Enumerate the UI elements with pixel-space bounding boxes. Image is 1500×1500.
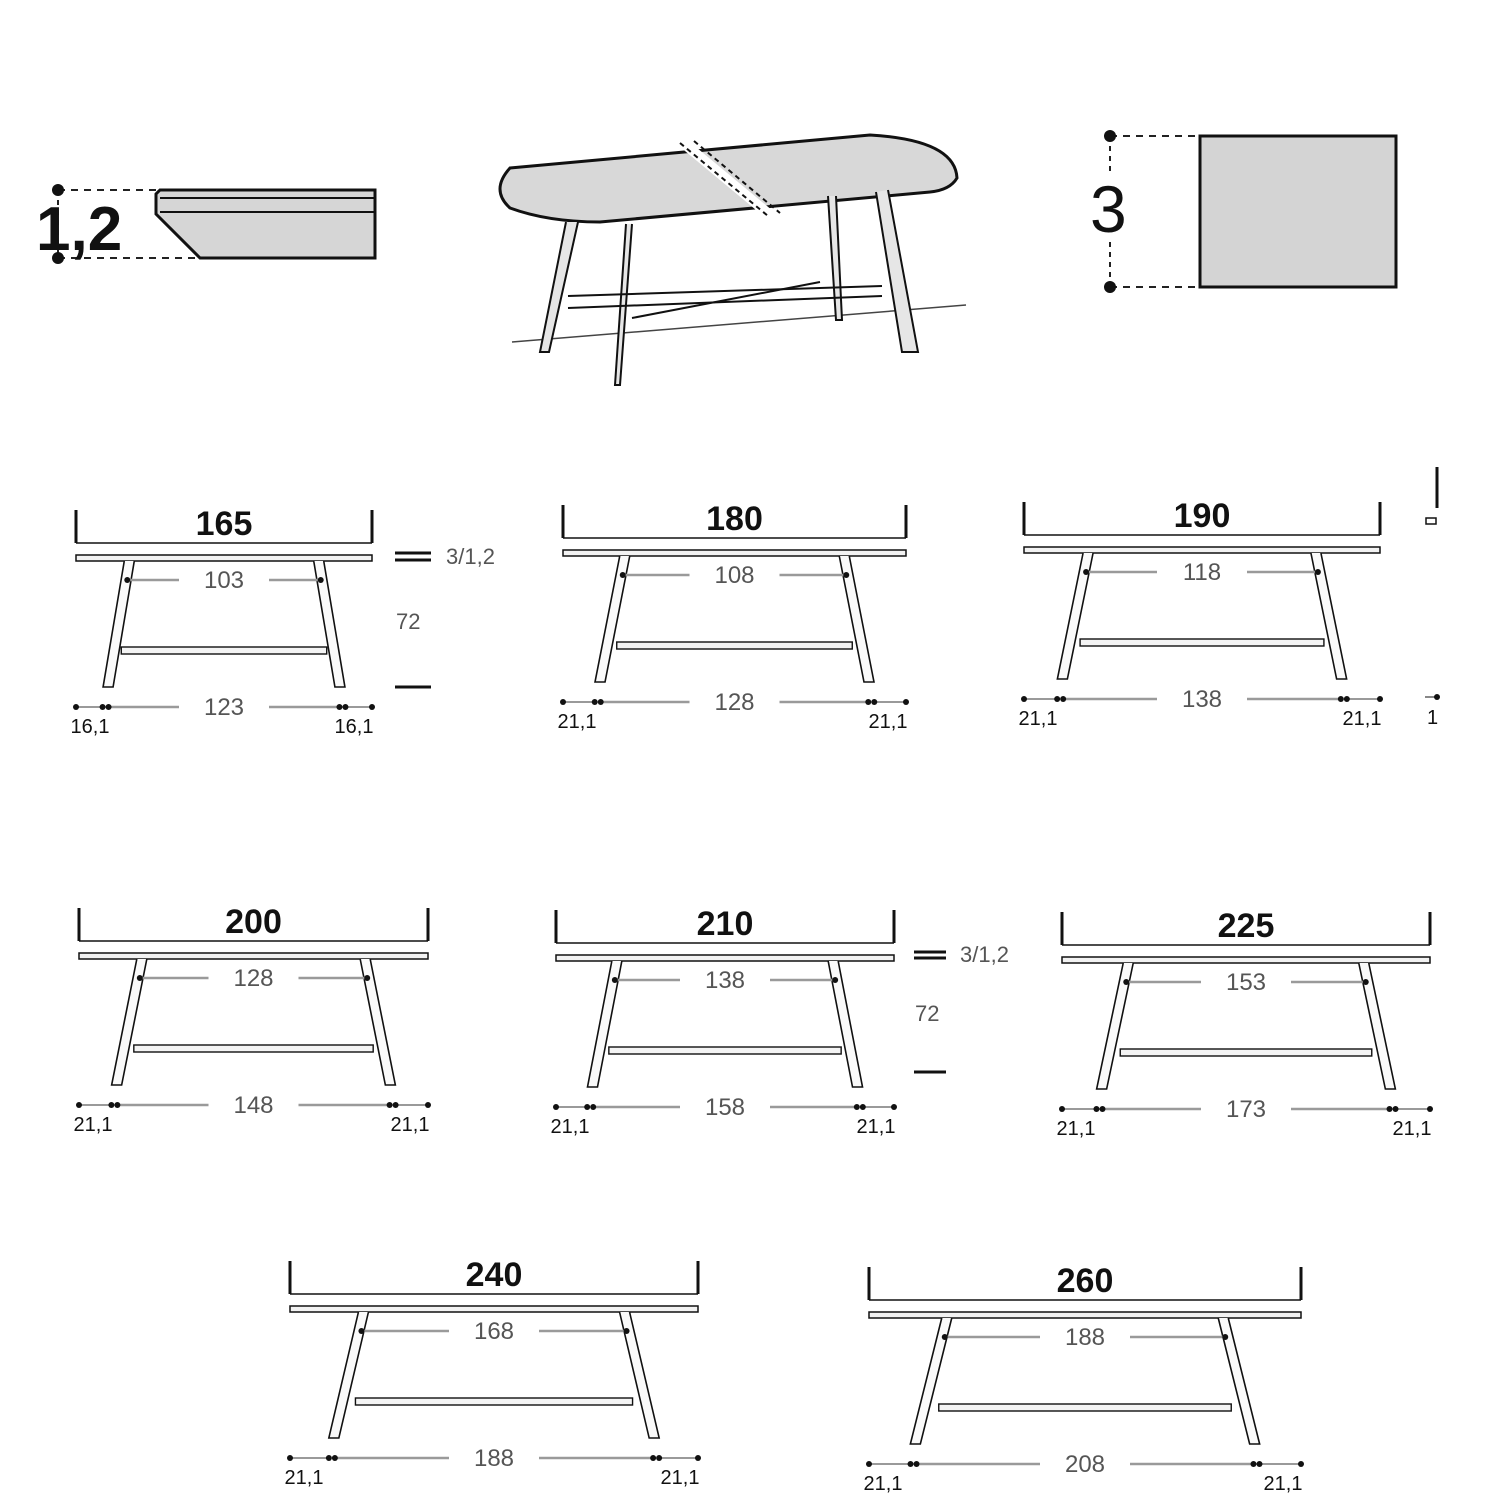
table-crossbar <box>355 1398 632 1405</box>
side-labels-row1 <box>395 544 495 687</box>
table-front-view <box>285 1256 701 1489</box>
foot-left-label: 21,1 <box>863 1473 903 1495</box>
dim-dot <box>592 699 598 705</box>
table-front-view <box>71 505 375 738</box>
dim-dot <box>393 1102 399 1108</box>
dim-dot <box>656 1455 662 1461</box>
table-front-view <box>864 1262 1304 1495</box>
top-thickness-label: 3/1,2 <box>446 544 495 569</box>
table-top <box>556 955 894 961</box>
foot-right-label: 21,1 <box>856 1116 896 1138</box>
inner-width-label: 108 <box>714 562 755 589</box>
foot-right-label: 21,1 <box>660 1467 700 1489</box>
dim-dot <box>369 704 375 710</box>
dim-dot <box>553 1104 559 1110</box>
foot-left-label: 16,1 <box>70 716 110 738</box>
table-crossbar <box>939 1404 1231 1411</box>
base-width-label: 128 <box>714 689 755 716</box>
table-crossbar <box>617 642 853 649</box>
dim-dot <box>336 704 342 710</box>
foot-right-label: 16,1 <box>334 716 374 738</box>
dim-dot <box>1021 696 1027 702</box>
table-crossbar <box>1080 639 1324 646</box>
dim-dot <box>114 1102 120 1108</box>
inner-dim-dot <box>318 577 324 583</box>
table-width-label: 225 <box>1217 907 1275 945</box>
dim-dot <box>108 1102 114 1108</box>
foot-right-label: 21,1 <box>390 1114 430 1136</box>
inner-width-label: 188 <box>1064 1324 1106 1351</box>
table-top <box>563 550 906 556</box>
table-crossbar <box>134 1045 373 1052</box>
dim-dot <box>871 699 877 705</box>
dim-dot <box>332 1455 338 1461</box>
inner-dim-dot <box>364 975 370 981</box>
foot-right-label: 21,1 <box>1392 1118 1432 1140</box>
dim-dot <box>1427 1106 1433 1112</box>
inner-dim-dot <box>124 577 130 583</box>
table-front-views <box>71 497 1433 1495</box>
dim-dot <box>76 1102 82 1108</box>
inner-dim-dot <box>1123 979 1129 985</box>
dim-dot <box>598 699 604 705</box>
inner-dim-dot <box>612 977 618 983</box>
foot-left-label: 21,1 <box>1056 1118 1096 1140</box>
dim-dot <box>584 1104 590 1110</box>
base-width-label: 138 <box>1181 686 1223 713</box>
foot-right-label: 21,1 <box>868 711 908 733</box>
inner-width-label: 153 <box>1225 969 1267 996</box>
table-crossbar <box>1120 1049 1372 1056</box>
dim-dot <box>1093 1106 1099 1112</box>
dim-dot <box>903 699 909 705</box>
table-front-view <box>74 903 431 1136</box>
base-width-label: 173 <box>1225 1096 1267 1123</box>
table-top <box>1062 957 1430 963</box>
dim-dot <box>914 1461 920 1467</box>
inner-width-label: 128 <box>233 965 274 992</box>
table-top <box>1024 547 1380 553</box>
base-width-label: 148 <box>233 1092 274 1119</box>
inner-width-label: 168 <box>473 1318 515 1345</box>
top-thickness-label: 3/1,2 <box>960 942 1009 967</box>
base-width-label: 158 <box>704 1094 746 1121</box>
dim-dot <box>908 1461 914 1467</box>
foot-left-label: 21,1 <box>284 1467 324 1489</box>
partial-side-view <box>1425 467 1440 729</box>
inner-dim-dot <box>358 1328 364 1334</box>
dim-dot <box>590 1104 596 1110</box>
inner-width-label: 118 <box>1182 559 1222 586</box>
dim-dot <box>387 1102 393 1108</box>
table-top <box>76 555 372 561</box>
dim-dot <box>100 704 106 710</box>
inner-dim-dot <box>137 975 143 981</box>
dim-dot <box>1059 1106 1065 1112</box>
table-crossbar <box>121 647 326 654</box>
table-front-view <box>1019 497 1383 730</box>
table-width-label: 260 <box>1056 1262 1114 1300</box>
inner-dim-dot <box>1222 1334 1228 1340</box>
dim-dot <box>854 1104 860 1110</box>
dim-dot <box>560 699 566 705</box>
dim-dot <box>425 1102 431 1108</box>
table-crossbar <box>609 1047 841 1054</box>
inner-width-label: 103 <box>203 567 245 594</box>
height-label: 72 <box>396 609 421 634</box>
foot-left-label: 21,1 <box>557 711 597 733</box>
dim-dot <box>866 1461 872 1467</box>
foot-right-label: 21,1 <box>1342 708 1382 730</box>
inner-dim-dot <box>1083 569 1089 575</box>
foot-left-label: 21,1 <box>550 1116 590 1138</box>
foot-left-label: 21,1 <box>1018 708 1058 730</box>
table-top <box>869 1312 1301 1318</box>
dim-dot <box>1387 1106 1393 1112</box>
thick-edge-profile <box>1090 130 1396 293</box>
table-width-label: 240 <box>465 1256 523 1294</box>
dim-dot <box>1099 1106 1105 1112</box>
table-width-label: 165 <box>195 505 253 543</box>
dim-dot <box>326 1455 332 1461</box>
table-front-view <box>551 905 897 1138</box>
thin-edge-label: 1,2 <box>36 195 123 264</box>
partial-foot-value: 1 <box>1427 707 1439 729</box>
dim-dot <box>1377 696 1383 702</box>
table-width-label: 180 <box>706 500 763 538</box>
dim-dot <box>1344 696 1350 702</box>
dim-dot <box>1298 1461 1304 1467</box>
table-top <box>79 953 428 959</box>
side-labels-row2 <box>914 942 1009 1072</box>
dim-dot <box>1060 696 1066 702</box>
table-front-view <box>1057 907 1433 1140</box>
inner-width-label: 138 <box>704 967 746 994</box>
table-front-view <box>558 500 909 733</box>
dim-dot <box>287 1455 293 1461</box>
base-width-label: 208 <box>1064 1451 1106 1478</box>
dim-dot <box>1054 696 1060 702</box>
inner-dim-dot <box>832 977 838 983</box>
inner-dim-dot <box>620 572 626 578</box>
dim-dot <box>106 704 112 710</box>
inner-dim-dot <box>942 1334 948 1340</box>
dim-dot <box>342 704 348 710</box>
dim-dot <box>73 704 79 710</box>
thin-edge-profile <box>36 184 375 264</box>
foot-left-label: 21,1 <box>73 1114 113 1136</box>
dim-dot <box>695 1455 701 1461</box>
dim-dot <box>650 1455 656 1461</box>
base-width-label: 123 <box>203 694 245 721</box>
dim-dot <box>1338 696 1344 702</box>
dim-dot <box>891 1104 897 1110</box>
table-perspective-illustration <box>500 135 966 385</box>
dim-dot <box>860 1104 866 1110</box>
inner-dim-dot <box>1315 569 1321 575</box>
inner-dim-dot <box>624 1328 630 1334</box>
dim-dot <box>1393 1106 1399 1112</box>
inner-dim-dot <box>1363 979 1369 985</box>
table-top <box>290 1306 698 1312</box>
inner-dim-dot <box>843 572 849 578</box>
table-width-label: 200 <box>225 903 282 941</box>
base-width-label: 188 <box>473 1445 515 1472</box>
foot-right-label: 21,1 <box>1263 1473 1303 1495</box>
thick-edge-label: 3 <box>1090 172 1127 246</box>
height-label: 72 <box>915 1001 940 1026</box>
table-width-label: 190 <box>1173 497 1231 535</box>
table-width-label: 210 <box>696 905 754 943</box>
dim-dot <box>1250 1461 1256 1467</box>
dim-dot <box>865 699 871 705</box>
dim-dot <box>1256 1461 1262 1467</box>
